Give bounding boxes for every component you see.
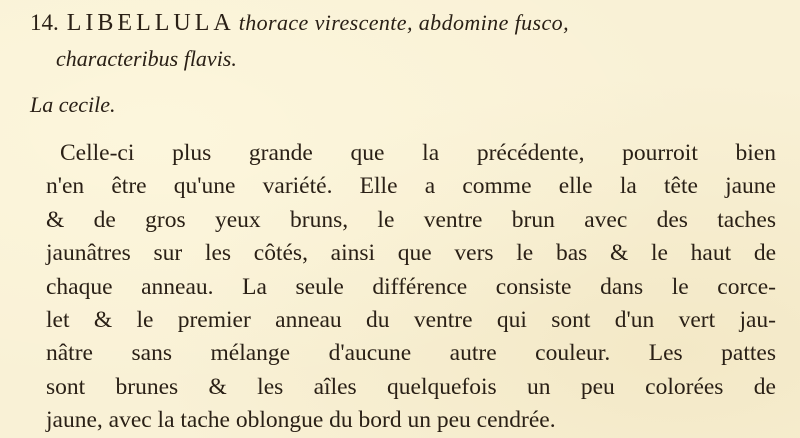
body-line: Celle-ci plus grande que la précédente, pourroit bien	[60, 140, 776, 166]
body-line: n'en être qu'une variété. Elle a comme elle la tête jaune	[46, 173, 776, 200]
body-line: nâtre sans mélange d'aucune autre couleur. Les pattes	[46, 340, 776, 367]
species-description-line-1: thorace virescente, abdomine fusco,	[238, 10, 569, 35]
species-description-line-2: characteribus flavis.	[56, 46, 237, 71]
entry-number: 14.	[30, 10, 59, 35]
genus-name: LIBELLULA	[66, 10, 235, 36]
body-line: chaque anneau. La seule différence consiste dans le corce-	[46, 273, 776, 300]
body-line: jaune, avec la tache oblongue du bord un peu cendrée.	[46, 407, 556, 434]
body-line: sont brunes & les aîles quelquefois un peu colorées de	[46, 373, 776, 400]
body-line: let & le premier anneau du ventre qui sont d'un vert jau-	[46, 306, 776, 333]
body-line: jaunâtres sur les côtés, ainsi que vers le bas & le haut de	[46, 240, 776, 267]
entry-heading	[30, 4, 790, 45]
body-line: & de gros yeux bruns, le ventre brun avec des taches	[46, 206, 776, 233]
common-name: La cecile.	[30, 92, 116, 117]
body-paragraph	[46, 137, 776, 438]
